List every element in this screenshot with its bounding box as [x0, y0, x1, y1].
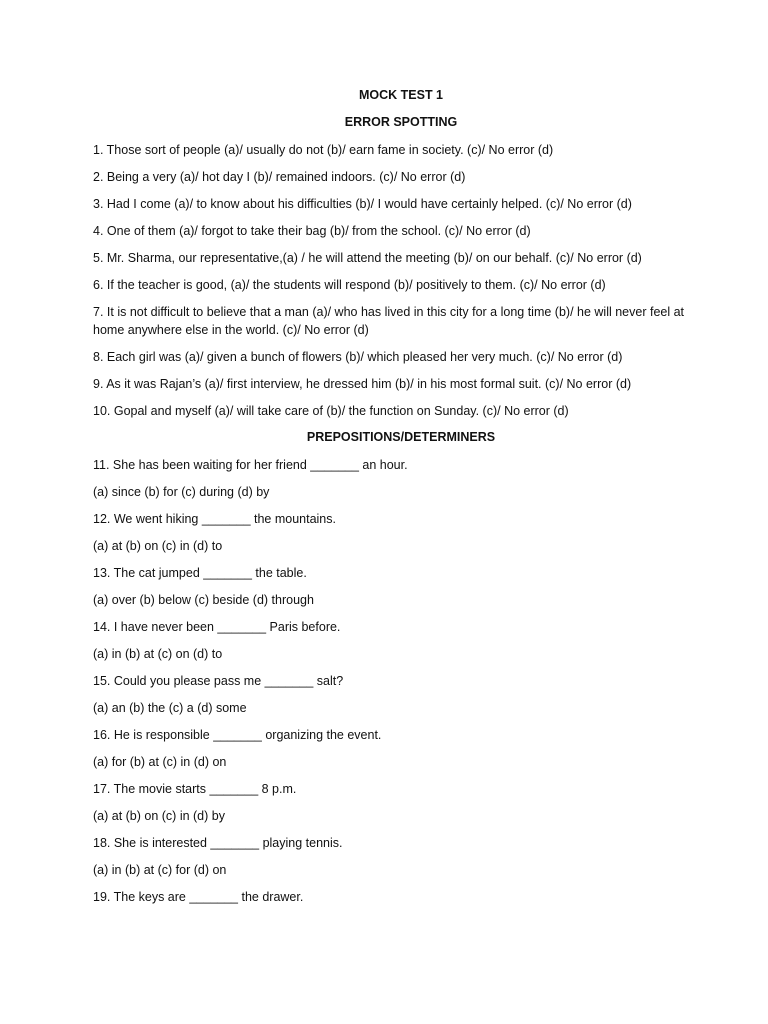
- question-9: 9. As it was Rajan’s (a)/ first interview, he dressed him (b)/ in his most formal suit. (c)/ No error (d): [93, 377, 632, 391]
- options-15: (a) an (b) the (c) a (d) some: [93, 701, 247, 715]
- options-18: (a) in (b) at (c) for (d) on: [93, 863, 227, 877]
- options-12: (a) at (b) on (c) in (d) to: [93, 539, 223, 553]
- question-3: 3. Had I come (a)/ to know about his difficulties (b)/ I would have certainly helped. (c)/ No error (d): [93, 197, 632, 211]
- question-19: 19. The keys are _______ the drawer.: [93, 890, 304, 904]
- options-16: (a) for (b) at (c) in (d) on: [93, 755, 227, 769]
- options-13: (a) over (b) below (c) beside (d) through: [93, 593, 314, 607]
- question-4: 4. One of them (a)/ forgot to take their bag (b)/ from the school. (c)/ No error (d): [93, 224, 531, 238]
- question-2: 2. Being a very (a)/ hot day I (b)/ remained indoors. (c)/ No error (d): [93, 170, 466, 184]
- question-13: 13. The cat jumped _______ the table.: [93, 566, 307, 580]
- section-heading: PREPOSITIONS/DETERMINERS: [306, 430, 496, 444]
- question-1: 1. Those sort of people (a)/ usually do not (b)/ earn fame in society. (c)/ No error (d): [93, 143, 554, 157]
- question-10: 10. Gopal and myself (a)/ will take care of (b)/ the function on Sunday. (c)/ No error (d): [93, 404, 569, 418]
- question-15: 15. Could you please pass me _______ salt?: [93, 674, 344, 688]
- document-page: [93, 87, 693, 915]
- section-heading: ERROR SPOTTING: [344, 115, 458, 129]
- question-18: 18. She is interested _______ playing tennis.: [93, 836, 343, 850]
- question-11: 11. She has been waiting for her friend _______ an hour.: [93, 458, 408, 472]
- options-11: (a) since (b) for (c) during (d) by: [93, 485, 270, 499]
- question-17: 17. The movie starts _______ 8 p.m.: [93, 782, 297, 796]
- question-16: 16. He is responsible _______ organizing the event.: [93, 728, 382, 742]
- options-17: (a) at (b) on (c) in (d) by: [93, 809, 225, 823]
- question-14: 14. I have never been _______ Paris before.: [93, 620, 341, 634]
- question-7: 7. It is not difficult to believe that a man (a)/ who has lived in this city for a long time (b)/ he will never feel at home anywhere else in the world. (c)/ No error (d): [93, 305, 685, 337]
- question-12: 12. We went hiking _______ the mountains.: [93, 512, 336, 526]
- question-5: 5. Mr. Sharma, our representative,(a) / he will attend the meeting (b)/ on our behalf. (c)/ No error (d): [93, 251, 642, 265]
- section-prepositions-determiners: [93, 429, 693, 906]
- document-title: MOCK TEST 1: [358, 88, 444, 102]
- question-6: 6. If the teacher is good, (a)/ the students will respond (b)/ positively to them. (c)/ No error (d): [93, 278, 606, 292]
- question-8: 8. Each girl was (a)/ given a bunch of flowers (b)/ which pleased her very much. (c)/ No error (d): [93, 350, 623, 364]
- options-14: (a) in (b) at (c) on (d) to: [93, 647, 223, 661]
- section-error-spotting: [93, 114, 693, 420]
